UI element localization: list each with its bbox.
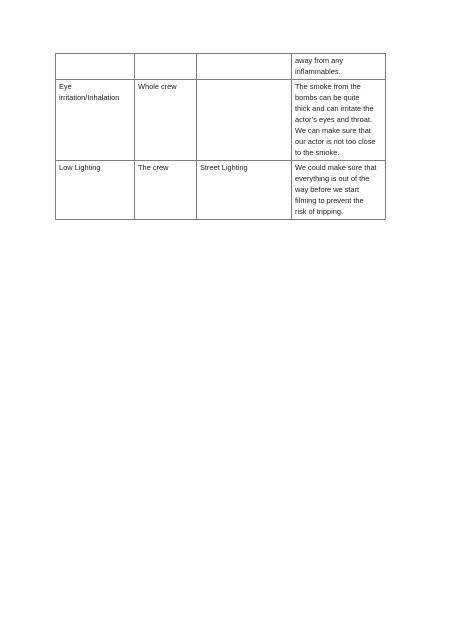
who-cell: The crew <box>135 161 197 220</box>
control-cell: We could make sure that everything is out of the way before we start filming to prevent the risk of tripping. <box>292 161 386 220</box>
control-cell: away from any inflammables. <box>292 54 386 80</box>
hazard-cell <box>56 54 135 80</box>
table-row <box>56 161 386 220</box>
where-cell: Street Lighting <box>196 161 291 220</box>
who-cell <box>135 54 197 80</box>
hazard-cell: Low Lighting <box>56 161 135 220</box>
control-cell: The smoke from the bombs can be quite thick and can irritate the actor’s eyes and throat. We can make sure that our actor is not too close to the smoke. <box>292 80 386 161</box>
hazard-cell: Eye irritation/Inhalation <box>56 80 135 161</box>
table-row <box>56 54 386 80</box>
who-cell: Whole crew <box>135 80 197 161</box>
where-cell <box>196 54 291 80</box>
where-cell <box>196 80 291 161</box>
table-row <box>56 80 386 161</box>
risk-assessment-table <box>55 53 386 220</box>
